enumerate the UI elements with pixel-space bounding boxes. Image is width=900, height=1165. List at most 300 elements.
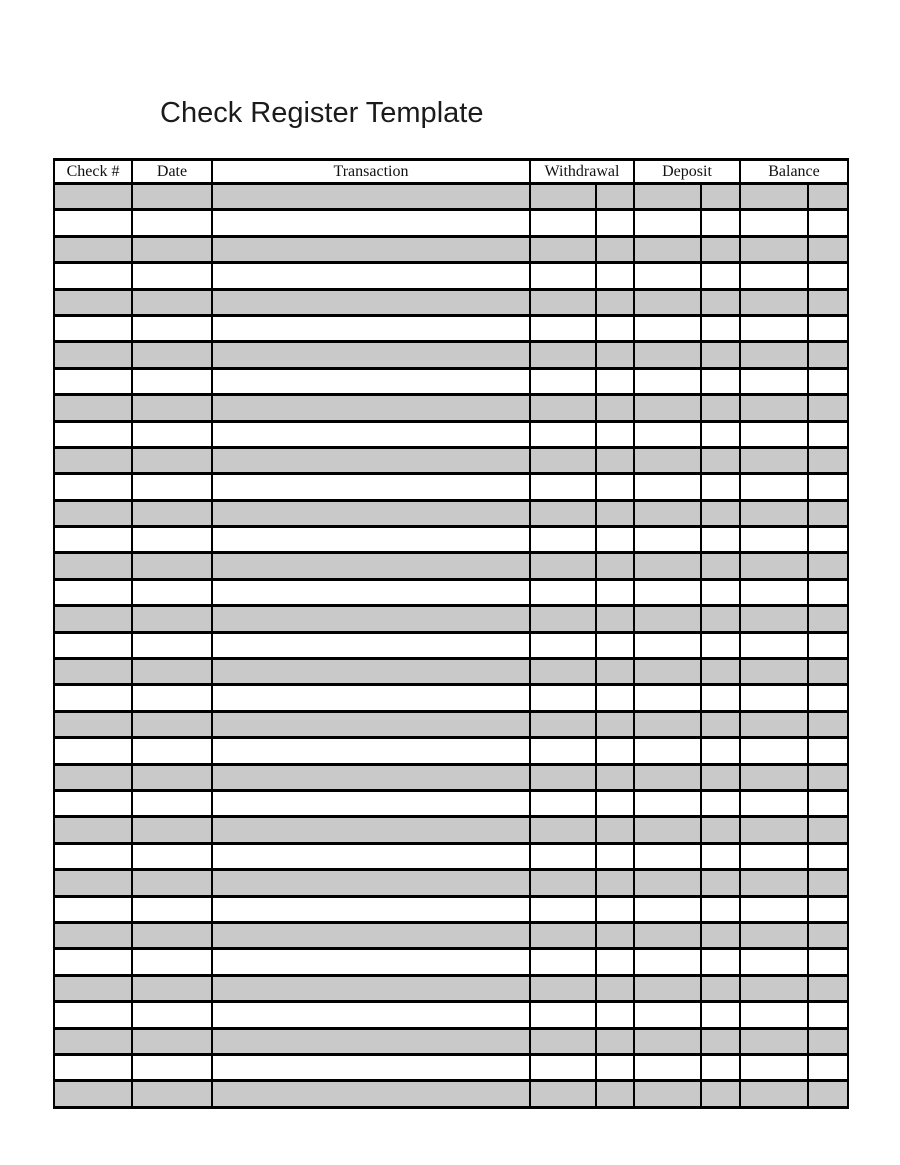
table-row <box>54 368 848 394</box>
register-cell <box>132 210 212 236</box>
register-cell <box>54 315 132 341</box>
register-cell <box>596 764 634 790</box>
register-cell <box>132 685 212 711</box>
header-deposit: Deposit <box>634 160 740 184</box>
register-cell <box>132 1028 212 1054</box>
table-row <box>54 447 848 473</box>
register-cell <box>596 1054 634 1080</box>
register-cell <box>530 1054 596 1080</box>
register-cell <box>596 527 634 553</box>
register-cell <box>634 843 701 869</box>
register-cell <box>212 738 530 764</box>
register-cell <box>701 447 740 473</box>
register-cell <box>634 632 701 658</box>
header-row <box>54 160 848 184</box>
register-cell <box>212 500 530 526</box>
register-cell <box>212 870 530 896</box>
register-cell <box>740 632 808 658</box>
register-cell <box>132 1002 212 1028</box>
register-cell <box>740 764 808 790</box>
register-cell <box>596 843 634 869</box>
table-row <box>54 527 848 553</box>
register-cell <box>808 342 848 368</box>
register-cell <box>530 368 596 394</box>
register-cell <box>212 685 530 711</box>
table-row <box>54 711 848 737</box>
register-cell <box>701 790 740 816</box>
register-cell <box>596 236 634 262</box>
register-cell <box>808 817 848 843</box>
register-cell <box>132 553 212 579</box>
register-cell <box>54 395 132 421</box>
register-cell <box>701 843 740 869</box>
register-cell <box>530 553 596 579</box>
register-cell <box>212 606 530 632</box>
register-cell <box>634 395 701 421</box>
table-row <box>54 922 848 948</box>
register-cell <box>530 711 596 737</box>
table-row <box>54 817 848 843</box>
register-cell <box>701 315 740 341</box>
register-cell <box>740 236 808 262</box>
register-cell <box>530 896 596 922</box>
register-cell <box>212 632 530 658</box>
register-cell <box>740 474 808 500</box>
register-cell <box>634 553 701 579</box>
register-cell <box>54 975 132 1001</box>
table-row <box>54 421 848 447</box>
register-cell <box>212 289 530 315</box>
register-cell <box>808 949 848 975</box>
register-cell <box>212 315 530 341</box>
register-cell <box>54 817 132 843</box>
register-cell <box>212 975 530 1001</box>
register-cell <box>596 896 634 922</box>
register-cell <box>634 711 701 737</box>
register-cell <box>132 184 212 210</box>
register-cell <box>54 949 132 975</box>
register-cell <box>634 949 701 975</box>
table-row <box>54 1054 848 1080</box>
register-cell <box>596 184 634 210</box>
register-cell <box>54 368 132 394</box>
register-cell <box>808 632 848 658</box>
table-row <box>54 843 848 869</box>
register-cell <box>530 395 596 421</box>
table-row <box>54 263 848 289</box>
register-cell <box>701 395 740 421</box>
register-cell <box>701 500 740 526</box>
register-cell <box>530 922 596 948</box>
register-cell <box>701 342 740 368</box>
register-cell <box>212 579 530 605</box>
register-cell <box>596 579 634 605</box>
register-cell <box>808 315 848 341</box>
register-cell <box>740 685 808 711</box>
register-cell <box>596 421 634 447</box>
register-cell <box>212 922 530 948</box>
table-row <box>54 395 848 421</box>
table-row <box>54 236 848 262</box>
register-cell <box>740 553 808 579</box>
register-cell <box>701 896 740 922</box>
register-cell <box>54 474 132 500</box>
register-cell <box>634 236 701 262</box>
register-cell <box>54 659 132 685</box>
table-row <box>54 184 848 210</box>
register-cell <box>634 790 701 816</box>
register-cell <box>596 368 634 394</box>
register-cell <box>132 527 212 553</box>
register-cell <box>212 1081 530 1107</box>
register-cell <box>701 659 740 685</box>
register-cell <box>808 606 848 632</box>
register-cell <box>530 315 596 341</box>
register-cell <box>808 1054 848 1080</box>
register-cell <box>596 263 634 289</box>
register-cell <box>530 606 596 632</box>
register-cell <box>808 500 848 526</box>
register-cell <box>54 896 132 922</box>
register-cell <box>212 236 530 262</box>
register-cell <box>54 210 132 236</box>
register-cell <box>212 1054 530 1080</box>
register-cell <box>530 1028 596 1054</box>
register-cell <box>808 1002 848 1028</box>
register-cell <box>701 236 740 262</box>
check-register-table <box>53 158 849 1109</box>
register-cell <box>808 474 848 500</box>
register-cell <box>54 790 132 816</box>
register-cell <box>212 527 530 553</box>
table-row <box>54 1028 848 1054</box>
register-cell <box>596 685 634 711</box>
register-cell <box>596 289 634 315</box>
register-cell <box>212 342 530 368</box>
register-cell <box>530 949 596 975</box>
register-cell <box>740 447 808 473</box>
register-cell <box>701 421 740 447</box>
register-cell <box>54 236 132 262</box>
register-cell <box>132 606 212 632</box>
register-cell <box>634 817 701 843</box>
register-cell <box>701 1002 740 1028</box>
register-cell <box>701 764 740 790</box>
register-cell <box>54 553 132 579</box>
register-cell <box>701 738 740 764</box>
register-cell <box>634 579 701 605</box>
register-cell <box>808 263 848 289</box>
table-row <box>54 1081 848 1107</box>
register-cell <box>634 764 701 790</box>
register-cell <box>740 975 808 1001</box>
register-cell <box>132 421 212 447</box>
register-cell <box>596 606 634 632</box>
register-cell <box>54 289 132 315</box>
register-cell <box>132 870 212 896</box>
register-cell <box>808 553 848 579</box>
register-cell <box>530 474 596 500</box>
table-row <box>54 764 848 790</box>
table-row <box>54 632 848 658</box>
register-cell <box>701 711 740 737</box>
table-row <box>54 949 848 975</box>
header-check-number: Check # <box>54 160 132 184</box>
register-cell <box>54 421 132 447</box>
register-cell <box>634 447 701 473</box>
register-cell <box>808 659 848 685</box>
register-cell <box>701 606 740 632</box>
register-cell <box>808 236 848 262</box>
register-cell <box>740 1054 808 1080</box>
register-cell <box>54 922 132 948</box>
register-cell <box>530 632 596 658</box>
register-cell <box>701 579 740 605</box>
register-cell <box>740 579 808 605</box>
table-row <box>54 474 848 500</box>
register-cell <box>212 263 530 289</box>
register-cell <box>132 1054 212 1080</box>
register-cell <box>596 949 634 975</box>
register-cell <box>740 500 808 526</box>
register-cell <box>808 975 848 1001</box>
register-cell <box>212 474 530 500</box>
register-cell <box>530 738 596 764</box>
register-cell <box>596 711 634 737</box>
register-cell <box>740 395 808 421</box>
register-cell <box>634 896 701 922</box>
table-row <box>54 790 848 816</box>
table-row <box>54 553 848 579</box>
register-cell <box>596 738 634 764</box>
register-cell <box>212 790 530 816</box>
register-cell <box>808 395 848 421</box>
table-row <box>54 210 848 236</box>
register-cell <box>530 527 596 553</box>
register-cell <box>808 896 848 922</box>
register-cell <box>132 632 212 658</box>
register-cell <box>634 421 701 447</box>
register-cell <box>54 342 132 368</box>
register-cell <box>634 659 701 685</box>
register-cell <box>530 659 596 685</box>
register-cell <box>808 527 848 553</box>
register-cell <box>54 870 132 896</box>
table-row <box>54 738 848 764</box>
register-cell <box>530 817 596 843</box>
register-cell <box>701 1081 740 1107</box>
table-row <box>54 896 848 922</box>
register-cell <box>596 553 634 579</box>
header-transaction: Transaction <box>212 160 530 184</box>
register-cell <box>54 1028 132 1054</box>
register-cell <box>132 1081 212 1107</box>
page-title: Check Register Template <box>160 97 484 129</box>
register-cell <box>132 843 212 869</box>
register-cell <box>54 1081 132 1107</box>
register-cell <box>808 922 848 948</box>
register-cell <box>740 315 808 341</box>
register-cell <box>212 368 530 394</box>
register-cell <box>132 342 212 368</box>
register-cell <box>54 1002 132 1028</box>
register-cell <box>808 764 848 790</box>
register-cell <box>701 1028 740 1054</box>
register-cell <box>634 368 701 394</box>
register-cell <box>530 447 596 473</box>
register-cell <box>596 975 634 1001</box>
register-cell <box>808 1028 848 1054</box>
register-cell <box>132 764 212 790</box>
register-cell <box>530 184 596 210</box>
register-cell <box>212 659 530 685</box>
register-cell <box>132 289 212 315</box>
register-cell <box>132 711 212 737</box>
table-row <box>54 659 848 685</box>
register-cell <box>634 315 701 341</box>
register-cell <box>740 1002 808 1028</box>
register-cell <box>701 870 740 896</box>
table-row <box>54 1002 848 1028</box>
register-cell <box>808 790 848 816</box>
register-cell <box>740 289 808 315</box>
register-cell <box>740 184 808 210</box>
register-cell <box>634 1054 701 1080</box>
register-cell <box>54 711 132 737</box>
table-row <box>54 606 848 632</box>
register-cell <box>132 659 212 685</box>
register-cell <box>701 289 740 315</box>
register-cell <box>530 843 596 869</box>
register-cell <box>212 764 530 790</box>
register-cell <box>132 579 212 605</box>
register-cell <box>54 184 132 210</box>
register-cell <box>132 368 212 394</box>
table-row <box>54 870 848 896</box>
register-cell <box>634 685 701 711</box>
table-row <box>54 500 848 526</box>
register-cell <box>132 738 212 764</box>
register-cell <box>530 870 596 896</box>
register-cell <box>634 975 701 1001</box>
register-cell <box>634 263 701 289</box>
register-cell <box>54 527 132 553</box>
register-cell <box>596 315 634 341</box>
register-cell <box>132 975 212 1001</box>
table-row <box>54 579 848 605</box>
register-cell <box>530 790 596 816</box>
register-cell <box>740 896 808 922</box>
register-cell <box>634 184 701 210</box>
register-cell <box>212 447 530 473</box>
register-cell <box>634 870 701 896</box>
register-cell <box>740 870 808 896</box>
register-cell <box>132 263 212 289</box>
register-cell <box>740 1081 808 1107</box>
register-cell <box>212 949 530 975</box>
table-row <box>54 289 848 315</box>
register-cell <box>808 289 848 315</box>
register-cell <box>530 764 596 790</box>
table-row <box>54 342 848 368</box>
register-cell <box>701 817 740 843</box>
register-cell <box>634 527 701 553</box>
register-cell <box>596 790 634 816</box>
register-cell <box>701 975 740 1001</box>
register-cell <box>596 474 634 500</box>
register-body <box>54 184 848 1108</box>
register-cell <box>634 1081 701 1107</box>
register-cell <box>596 1081 634 1107</box>
register-cell <box>596 922 634 948</box>
register-cell <box>808 870 848 896</box>
register-cell <box>740 659 808 685</box>
register-cell <box>634 1002 701 1028</box>
register-cell <box>530 1081 596 1107</box>
register-cell <box>132 236 212 262</box>
register-cell <box>212 1028 530 1054</box>
register-cell <box>740 527 808 553</box>
register-cell <box>808 685 848 711</box>
register-cell <box>808 738 848 764</box>
register-cell <box>54 843 132 869</box>
register-cell <box>701 527 740 553</box>
register-cell <box>530 236 596 262</box>
register-cell <box>701 368 740 394</box>
register-cell <box>596 500 634 526</box>
register-cell <box>530 342 596 368</box>
register-cell <box>54 500 132 526</box>
register-cell <box>596 870 634 896</box>
register-cell <box>132 315 212 341</box>
register-cell <box>808 447 848 473</box>
register-cell <box>212 210 530 236</box>
register-cell <box>54 263 132 289</box>
register-cell <box>54 764 132 790</box>
register-cell <box>701 632 740 658</box>
register-cell <box>596 659 634 685</box>
register-cell <box>808 1081 848 1107</box>
register-cell <box>530 289 596 315</box>
register-cell <box>530 1002 596 1028</box>
register-cell <box>530 579 596 605</box>
register-cell <box>740 421 808 447</box>
register-cell <box>132 896 212 922</box>
register-cell <box>132 790 212 816</box>
register-cell <box>54 738 132 764</box>
register-cell <box>740 1028 808 1054</box>
register-cell <box>54 1054 132 1080</box>
register-cell <box>701 949 740 975</box>
register-cell <box>701 474 740 500</box>
register-cell <box>740 711 808 737</box>
table-row <box>54 315 848 341</box>
register-cell <box>530 685 596 711</box>
register-cell <box>701 210 740 236</box>
register-cell <box>596 395 634 421</box>
register-cell <box>132 395 212 421</box>
register-cell <box>701 685 740 711</box>
register-cell <box>634 606 701 632</box>
register-cell <box>740 738 808 764</box>
header-date: Date <box>132 160 212 184</box>
register-cell <box>596 342 634 368</box>
register-cell <box>634 342 701 368</box>
register-cell <box>740 843 808 869</box>
register-cell <box>634 210 701 236</box>
register-cell <box>808 843 848 869</box>
register-cell <box>530 500 596 526</box>
